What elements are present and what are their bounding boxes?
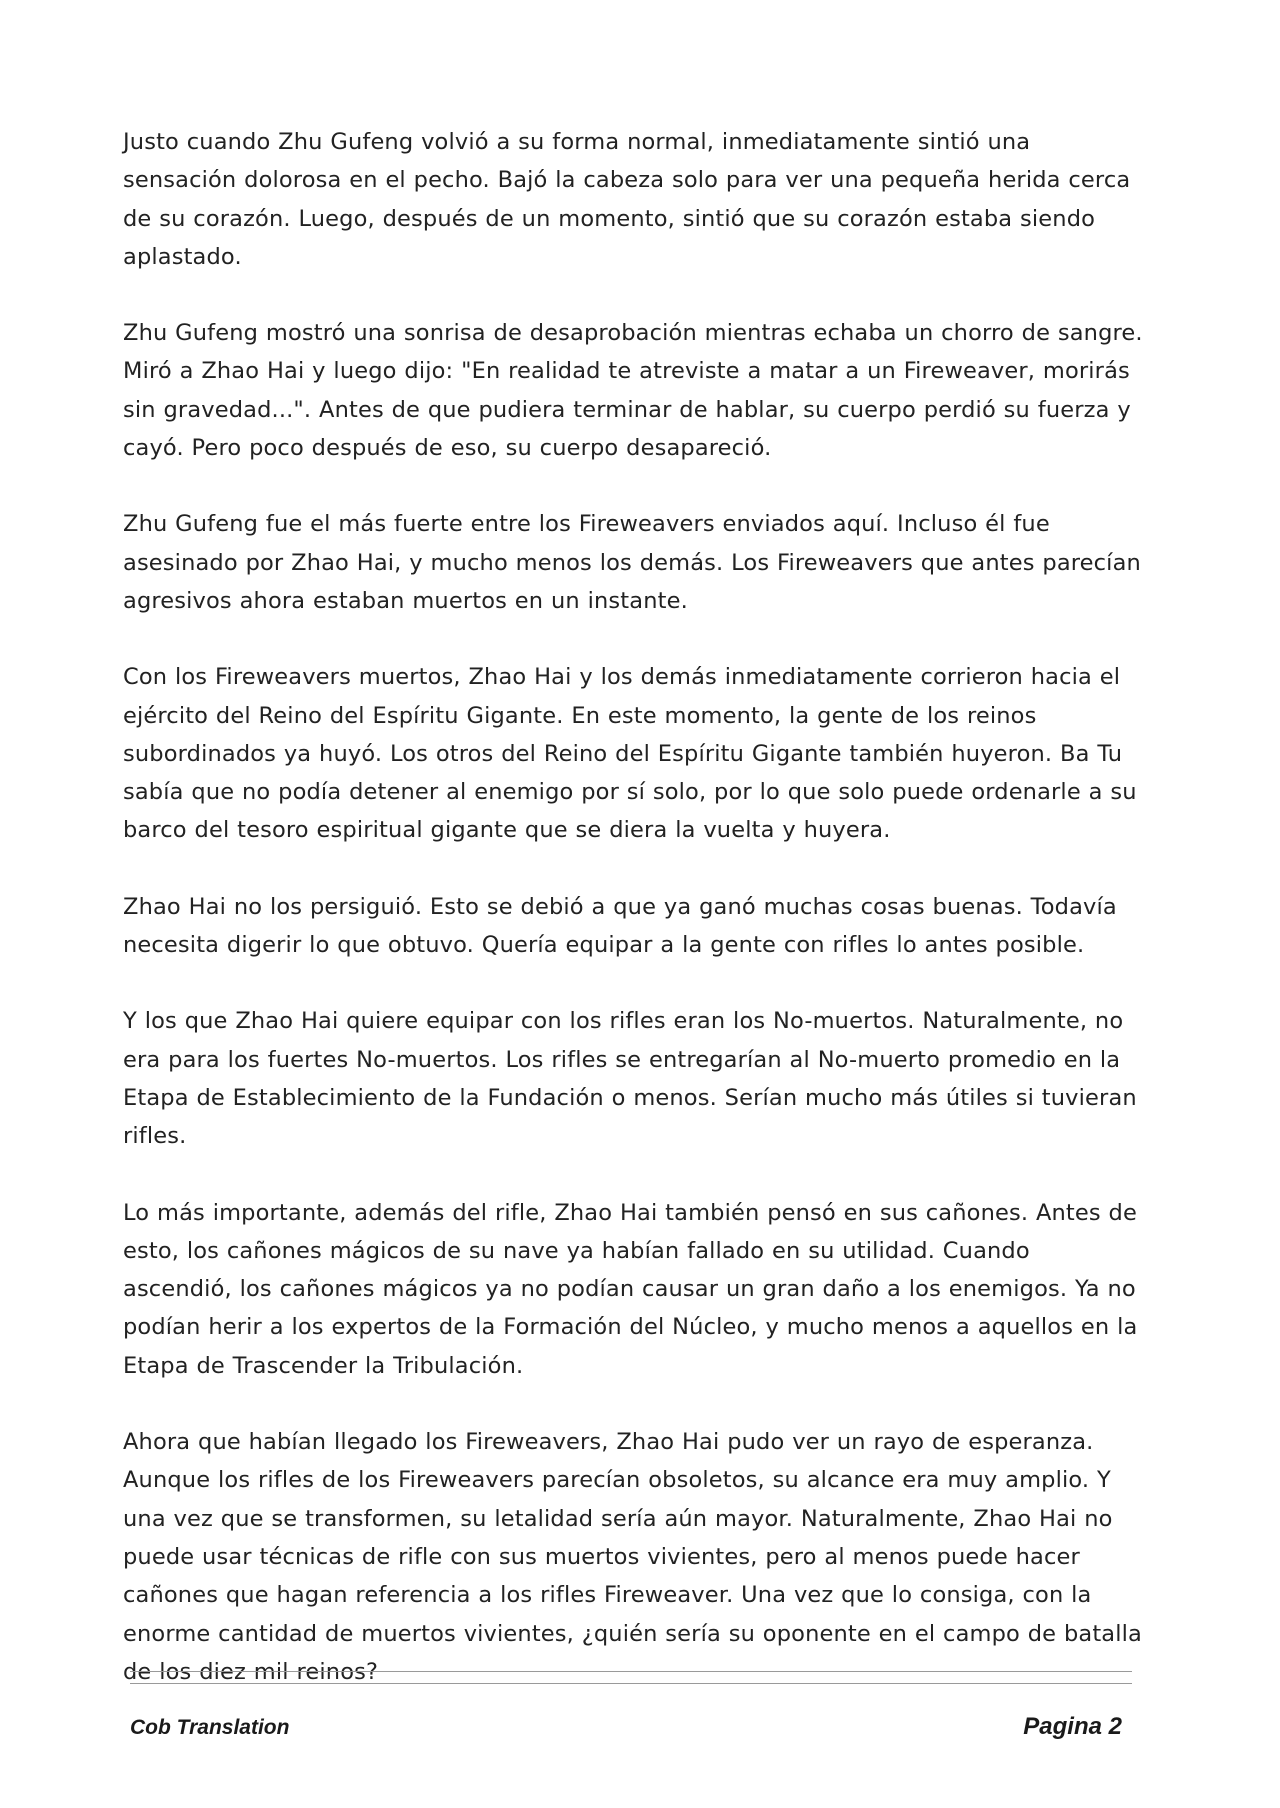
paragraph: Justo cuando Zhu Gufeng volvió a su forma normal, inmediatamente sintió una sensación dolorosa en el pecho. Bajó la cabeza solo para ver una pequeña herida cerca de su corazón. Luego, después de un momento, sintió que su corazón estaba siendo aplastado.	[123, 129, 1131, 270]
footer-divider-top	[130, 1671, 1132, 1672]
paragraph: Zhao Hai no los persiguió. Esto se debió a que ya ganó muchas cosas buenas. Todavía necesita digerir lo que obtuvo. Quería equipar a la gente con rifles lo antes posible.	[123, 893, 1117, 959]
paragraph: Zhu Gufeng mostró una sonrisa de desaprobación mientras echaba un chorro de sangre. Miró a Zhao Hai y luego dijo: "En realidad te atreviste a matar a un Fireweaver, morirás sin gravedad...". Antes de que pudiera terminar de hablar, su cuerpo perdió su fuerza y cayó. Pero poco después de eso, su cuerpo desapareció.	[123, 320, 1143, 462]
paragraph: Con los Fireweavers muertos, Zhao Hai y los demás inmediatamente corrieron hacia el ejército del Reino del Espíritu Gigante. En este momento, la gente de los reinos subordinados ya huyó. Los otros del Reino del Espíritu Gigante también huyeron. Ba Tu sabía que no podía detener al enemigo por sí solo, por lo que solo puede ordenarle a su barco del tesoro espiritual gigante que se diera la vuelta y huyera.	[123, 664, 1137, 844]
footer-divider-bottom	[130, 1683, 1132, 1684]
footer-page-number: Pagina 2	[1023, 1713, 1122, 1740]
paragraph: Zhu Gufeng fue el más fuerte entre los Fireweavers enviados aquí. Incluso él fue asesinado por Zhao Hai, y mucho menos los demás. Los Fireweavers que antes parecían agresivos ahora estaban muertos en un instante.	[123, 511, 1141, 614]
document-body	[123, 123, 1143, 1729]
footer-translator-credit: Cob Translation	[130, 1716, 290, 1739]
paragraph: Lo más importante, además del rifle, Zhao Hai también pensó en sus cañones. Antes de esto, los cañones mágicos de su nave ya habían fallado en su utilidad. Cuando ascendió, los cañones mágicos ya no podían causar un gran daño a los enemigos. Ya no podían herir a los expertos de la Formación del Núcleo, y mucho menos a aquellos en la Etapa de Trascender la Tribulación.	[123, 1199, 1138, 1379]
paragraph: Ahora que habían llegado los Fireweavers, Zhao Hai pudo ver un rayo de esperanza. Aunque los rifles de los Fireweavers parecían obsoletos, su alcance era muy amplio. Y una vez que se transformen, su letalidad sería aún mayor. Naturalmente, Zhao Hai no puede usar técnicas de rifle con sus muertos vivientes, pero al menos puede hacer cañones que hagan referencia a los rifles Fireweaver. Una vez que lo consiga, con la enorme cantidad de muertos vivientes, ¿quién sería su oponente en el campo de batalla de los diez mil reinos?	[123, 1429, 1142, 1685]
paragraph: Y los que Zhao Hai quiere equipar con los rifles eran los No-muertos. Naturalmente, no era para los fuertes No-muertos. Los rifles se entregarían al No-muerto promedio en la Etapa de Establecimiento de la Fundación o menos. Serían mucho más útiles si tuvieran rifles.	[123, 1008, 1137, 1150]
